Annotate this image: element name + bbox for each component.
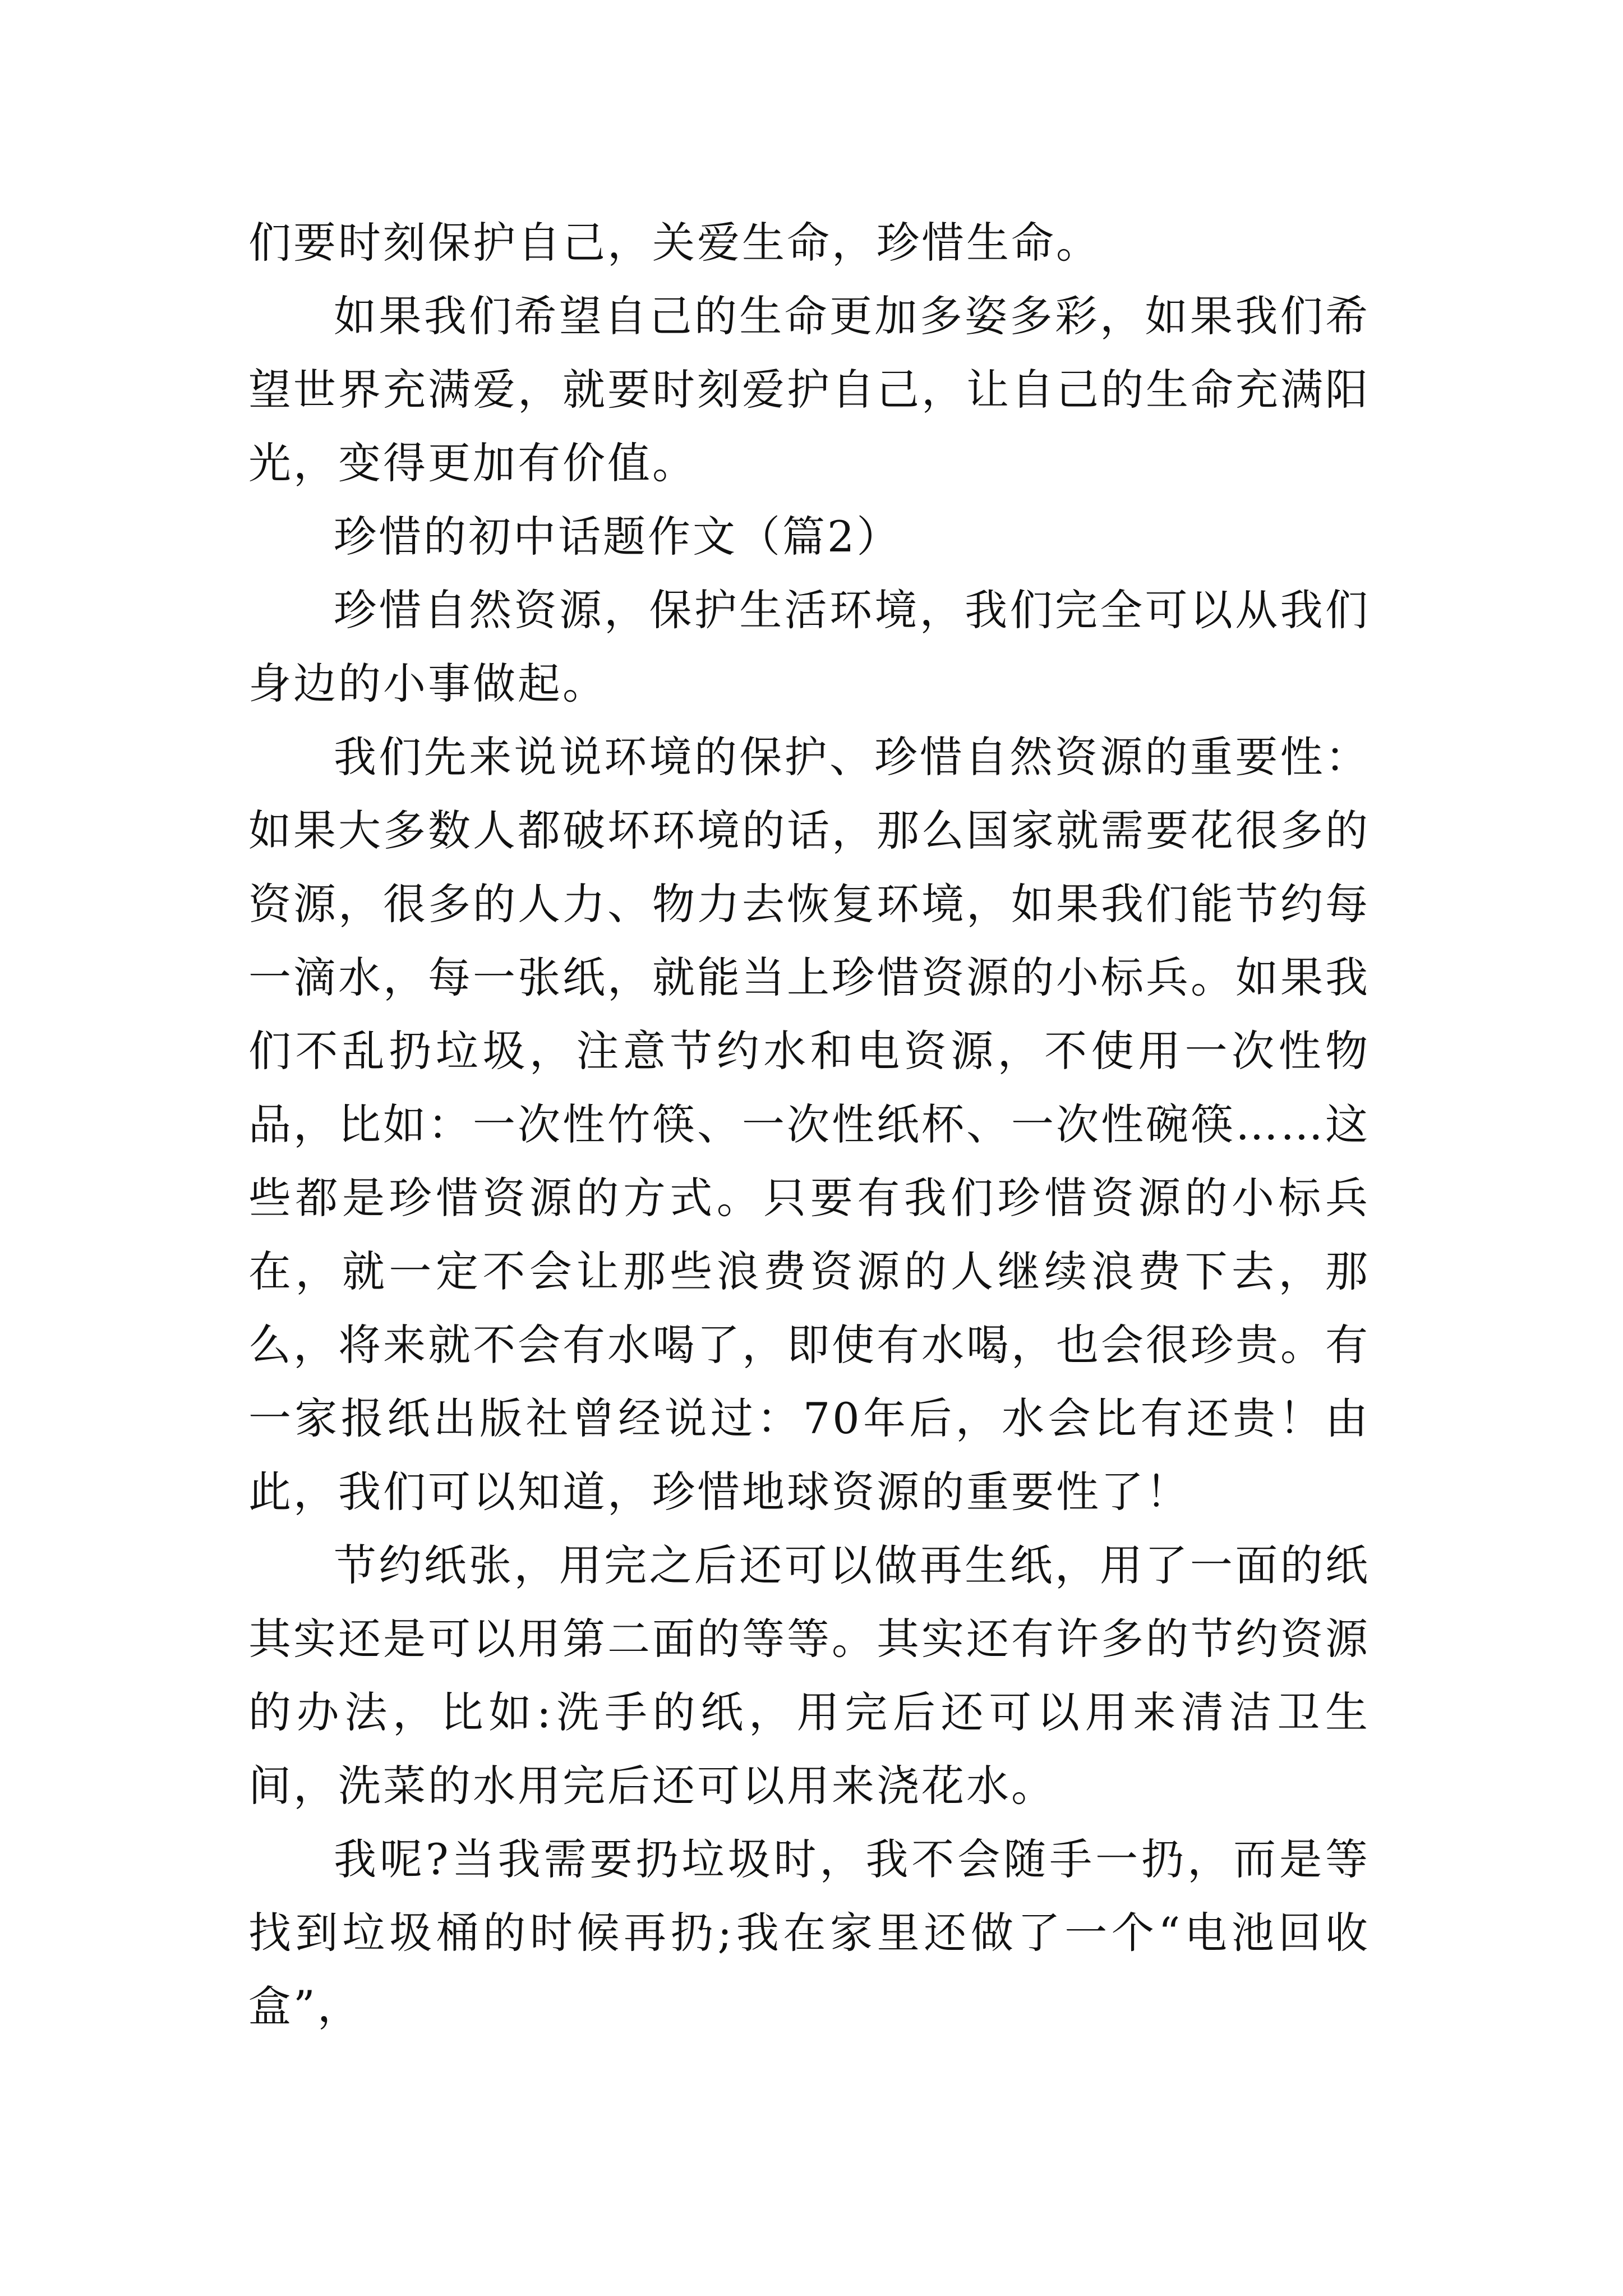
section-heading: 珍惜的初中话题作文（篇2）: [334, 512, 902, 562]
paragraph: 我呢?当我需要扔垃圾时，我不会随手一扔，而是等找到垃圾桶的时候再扔;我在家里还做了一个“电池回收盒”，: [248, 1834, 1370, 2031]
paragraph-continuation: 们要时刻保护自己，关爱生命，珍惜生命。: [248, 218, 1101, 268]
paragraph: 如果我们希望自己的生命更加多姿多彩，如果我们希望世界充满爱，就要时刻爱护自己，让自己的生命充满阳光，变得更加有价值。: [248, 291, 1370, 488]
document-body: [248, 206, 1370, 2043]
paragraph: 我们先来说说环境的保护、珍惜自然资源的重要性：如果大多数人都破坏环境的话，那么国家就需要花很多的资源，很多的人力、物力去恢复环境，如果我们能节约每一滴水，每一张纸，就能当上珍惜资源的小标兵。如果我们不乱扔垃圾，注意节约水和电资源，不使用一次性物品，比如：一次性竹筷、一次性纸杯、一次性碗筷……这些都是珍惜资源的方式。只要有我们珍惜资源的小标兵在，就一定不会让那些浪费资源的人继续浪费下去，那么，将来就不会有水喝了，即使有水喝，也会很珍贵。有一家报纸出版社曾经说过：70年后，水会比有还贵！由此，我们可以知道，珍惜地球资源的重要性了！: [248, 732, 1370, 1517]
paragraph: 珍惜自然资源，保护生活环境，我们完全可以从我们身边的小事做起。: [248, 585, 1370, 708]
paragraph: 节约纸张，用完之后还可以做再生纸，用了一面的纸其实还是可以用第二面的等等。其实还有许多的节约资源的办法，比如:洗手的纸，用完后还可以用来清洁卫生间，洗菜的水用完后还可以用来浇花水。: [248, 1540, 1370, 1811]
